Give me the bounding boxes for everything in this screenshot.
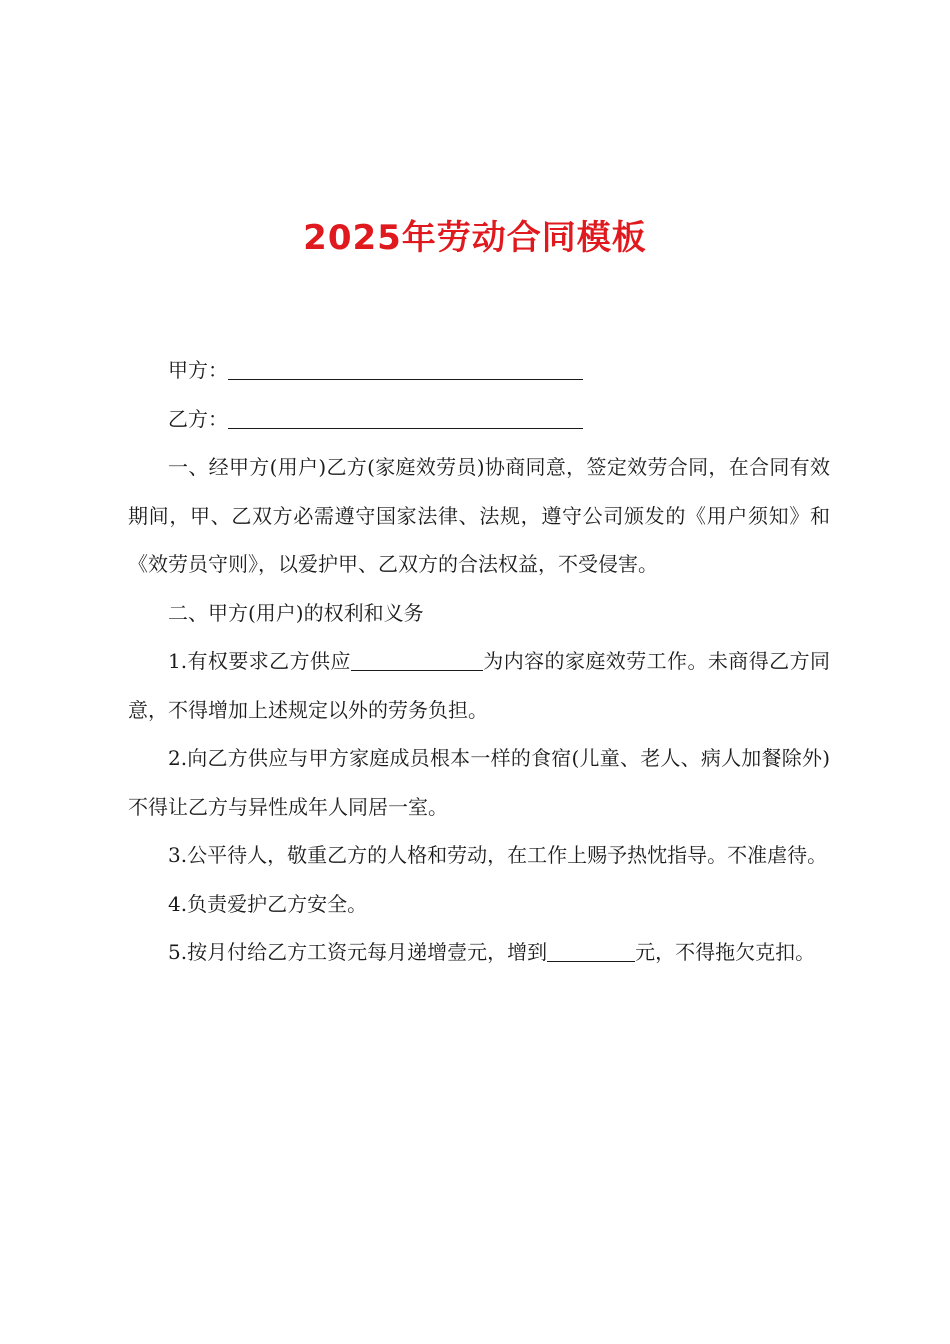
- item-1: [128, 637, 830, 734]
- item-3: 3.公平待人，敬重乙方的人格和劳动，在工作上赐予热忱指导。不准虐待。: [168, 843, 828, 867]
- party-b-line: [128, 395, 830, 444]
- party-a-blank: [228, 358, 583, 380]
- item-1-blank: [351, 649, 483, 671]
- item-5-text-after: 元，不得拖欠克扣。: [635, 940, 816, 964]
- item-1-text-after: 为内容的家庭效劳工作。未商得乙方同意，不得增加上述规定以外的劳务负担。: [128, 649, 830, 722]
- party-a-label: 甲方：: [168, 358, 228, 382]
- party-b-label: 乙方：: [168, 406, 228, 431]
- paragraph-1: 一、经甲方(用户)乙方(家庭效劳员)协商同意，签定效劳合同，在合同有效期间，甲、乙双方必需遵守国家法律、法规，遵守公司颁发的《用户须知》和《效劳员守则》，以爱护甲、乙双方的合法权益，不受侵害。: [128, 455, 830, 576]
- item-2: 2.向乙方供应与甲方家庭成员根本一样的食宿(儿童、老人、病人加餐除外)不得让乙方与异性成年人同居一室。: [128, 746, 830, 819]
- document-title: 2025年劳动合同模板: [303, 218, 647, 258]
- document-body: [128, 346, 830, 977]
- item-1-text-before: 1.有权要求乙方供应: [168, 649, 351, 673]
- item-5: [128, 928, 830, 977]
- item-5-blank: [547, 940, 635, 962]
- section-2-heading: 二、甲方(用户)的权利和义务: [168, 600, 424, 625]
- item-5-text-before: 5.按月付给乙方工资元每月递增壹元，增到: [168, 940, 548, 964]
- party-b-blank: [228, 407, 583, 429]
- party-a-line: [128, 346, 830, 395]
- item-4: 4.负责爱护乙方安全。: [168, 891, 368, 916]
